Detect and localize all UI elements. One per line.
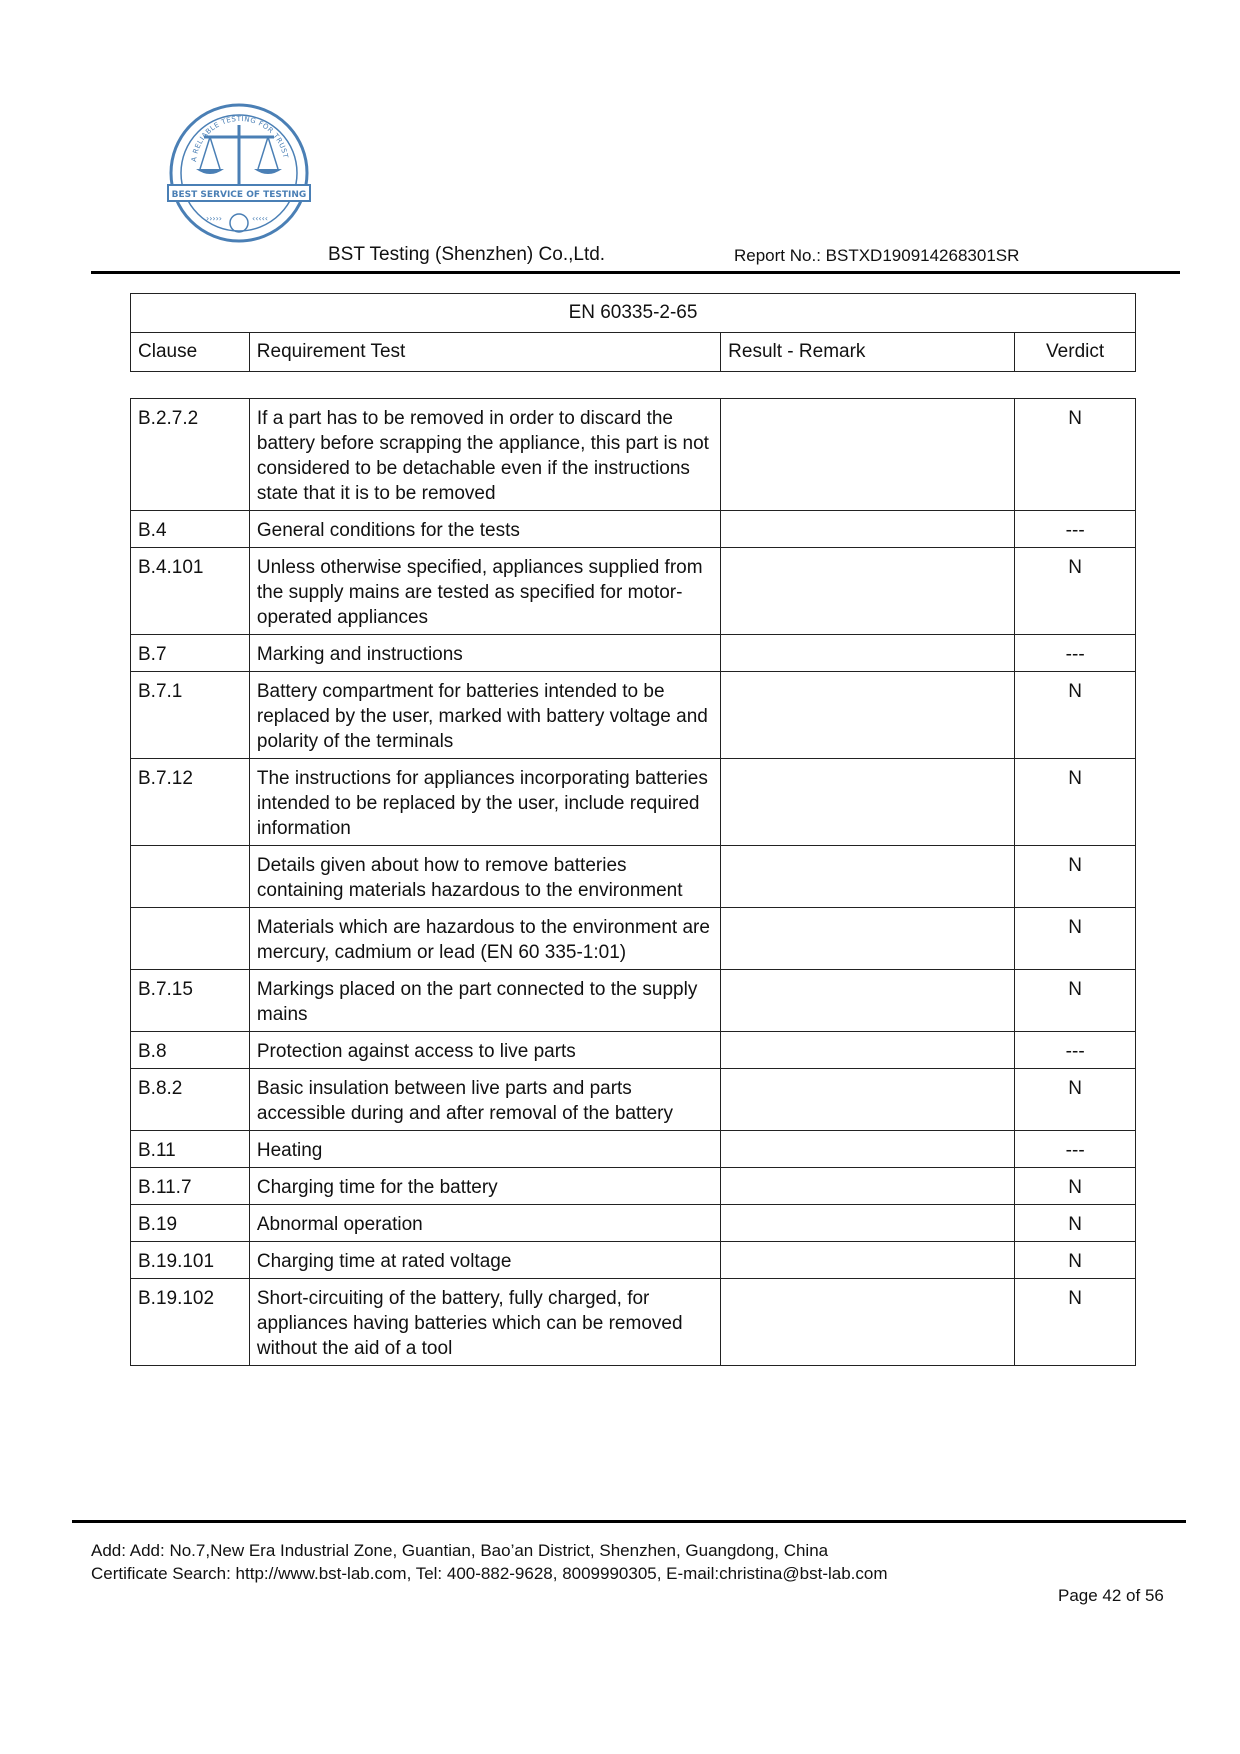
remark-cell <box>721 1032 1015 1069</box>
remark-cell <box>721 908 1015 970</box>
remark-cell <box>721 1205 1015 1242</box>
verdict-cell: N <box>1015 846 1136 908</box>
remark-cell <box>721 846 1015 908</box>
verdict-cell: N <box>1015 1242 1136 1279</box>
verdict-cell: --- <box>1015 1131 1136 1168</box>
clause-cell: B.8.2 <box>131 1069 250 1131</box>
table-row <box>131 970 1136 1032</box>
column-header-verdict: Verdict <box>1015 333 1136 372</box>
report-number: Report No.: BSTXD190914268301SR <box>734 246 1020 265</box>
footer-address: Add: Add: No.7,New Era Industrial Zone, Guantian, Bao’an District, Shenzhen, Guangdong, China <box>91 1541 829 1560</box>
remark-cell <box>721 635 1015 672</box>
requirement-cell: Details given about how to remove batteries containing materials hazardous to the environment <box>249 846 721 908</box>
requirement-cell: Materials which are hazardous to the environment are mercury, cadmium or lead (EN 60 335-1:01) <box>249 908 721 970</box>
remark-cell <box>721 672 1015 759</box>
remark-cell <box>721 1242 1015 1279</box>
requirement-cell: Short-circuiting of the battery, fully charged, for appliances having batteries which can be removed without the aid of a tool <box>249 1279 721 1366</box>
column-header-remark: Result - Remark <box>721 333 1015 372</box>
verdict-cell: N <box>1015 1168 1136 1205</box>
requirement-cell: Unless otherwise specified, appliances supplied from the supply mains are tested as specified for motor-operated appliances <box>249 548 721 635</box>
requirement-cell: The instructions for appliances incorporating batteries intended to be replaced by the user, include required information <box>249 759 721 846</box>
verdict-cell: N <box>1015 1205 1136 1242</box>
table-row <box>131 908 1136 970</box>
clause-cell: B.19.102 <box>131 1279 250 1366</box>
clause-cell: B.19 <box>131 1205 250 1242</box>
remark-cell <box>721 511 1015 548</box>
requirement-cell: Battery compartment for batteries intended to be replaced by the user, marked with battery voltage and polarity of the terminals <box>249 672 721 759</box>
remark-cell <box>721 548 1015 635</box>
table-row <box>131 1242 1136 1279</box>
clause-cell: B.7.1 <box>131 672 250 759</box>
remark-cell <box>721 759 1015 846</box>
clause-cell: B.11 <box>131 1131 250 1168</box>
clause-cell: B.7 <box>131 635 250 672</box>
verdict-cell: --- <box>1015 1032 1136 1069</box>
verdict-cell: N <box>1015 1069 1136 1131</box>
requirement-cell: Charging time at rated voltage <box>249 1242 721 1279</box>
table-row <box>131 1069 1136 1131</box>
requirement-cell: Basic insulation between live parts and parts accessible during and after removal of the battery <box>249 1069 721 1131</box>
requirement-cell: Charging time for the battery <box>249 1168 721 1205</box>
table-header <box>130 293 1136 372</box>
remark-cell <box>721 970 1015 1032</box>
company-logo <box>166 103 312 258</box>
requirements-table <box>130 398 1136 1366</box>
logo-arc-text: A RELIABLE TESTING FOR TRUST <box>190 114 290 163</box>
table-row <box>131 1205 1136 1242</box>
table-row <box>131 1168 1136 1205</box>
remark-cell <box>721 1069 1015 1131</box>
verdict-cell: N <box>1015 399 1136 511</box>
footer-address-block <box>91 1539 888 1585</box>
table-row <box>131 759 1136 846</box>
clause-cell: B.19.101 <box>131 1242 250 1279</box>
logo-banner-text: BEST SERVICE OF TESTING <box>171 190 307 200</box>
verdict-cell: --- <box>1015 635 1136 672</box>
table-row <box>131 548 1136 635</box>
requirement-cell: Marking and instructions <box>249 635 721 672</box>
table-row <box>131 635 1136 672</box>
requirement-cell: Markings placed on the part connected to the supply mains <box>249 970 721 1032</box>
clause-cell: B.4 <box>131 511 250 548</box>
verdict-cell: N <box>1015 672 1136 759</box>
requirement-cell: Protection against access to live parts <box>249 1032 721 1069</box>
table-row <box>131 1279 1136 1366</box>
table-row <box>131 846 1136 908</box>
clause-cell: B.4.101 <box>131 548 250 635</box>
table-row <box>131 672 1136 759</box>
table-row <box>131 1032 1136 1069</box>
remark-cell <box>721 1279 1015 1366</box>
remark-cell <box>721 399 1015 511</box>
clause-cell <box>131 846 250 908</box>
column-header-clause: Clause <box>131 333 250 372</box>
table-row <box>131 511 1136 548</box>
remark-cell <box>721 1131 1015 1168</box>
footer-contact: Certificate Search: http://www.bst-lab.com, Tel: 400-882-9628, 8009990305, E-mail:christina@bst-lab.com <box>91 1564 888 1583</box>
footer-rule <box>72 1520 1186 1523</box>
remark-cell <box>721 1168 1015 1205</box>
clause-cell: B.2.7.2 <box>131 399 250 511</box>
verdict-cell: N <box>1015 908 1136 970</box>
requirement-cell: Abnormal operation <box>249 1205 721 1242</box>
clause-cell: B.8 <box>131 1032 250 1069</box>
verdict-cell: N <box>1015 548 1136 635</box>
clause-cell: B.7.15 <box>131 970 250 1032</box>
standard-title: EN 60335-2-65 <box>131 294 1136 333</box>
verdict-cell: N <box>1015 1279 1136 1366</box>
column-header-requirement: Requirement Test <box>249 333 720 372</box>
company-name: BST Testing (Shenzhen) Co.,Ltd. <box>328 244 606 265</box>
page-number: Page 42 of 56 <box>1058 1586 1164 1605</box>
verdict-cell: N <box>1015 970 1136 1032</box>
requirement-cell: Heating <box>249 1131 721 1168</box>
clause-cell: B.7.12 <box>131 759 250 846</box>
svg-text:›››››: ››››› <box>206 214 222 223</box>
clause-cell <box>131 908 250 970</box>
table-row <box>131 399 1136 511</box>
header-rule <box>91 271 1180 274</box>
svg-text:‹‹‹‹‹: ‹‹‹‹‹ <box>252 214 268 223</box>
requirement-cell: If a part has to be removed in order to discard the battery before scrapping the appliance, this part is not considered to be detachable even if the instructions state that it is to be removed <box>249 399 721 511</box>
table-row <box>131 1131 1136 1168</box>
requirement-cell: General conditions for the tests <box>249 511 721 548</box>
verdict-cell: --- <box>1015 511 1136 548</box>
verdict-cell: N <box>1015 759 1136 846</box>
clause-cell: B.11.7 <box>131 1168 250 1205</box>
